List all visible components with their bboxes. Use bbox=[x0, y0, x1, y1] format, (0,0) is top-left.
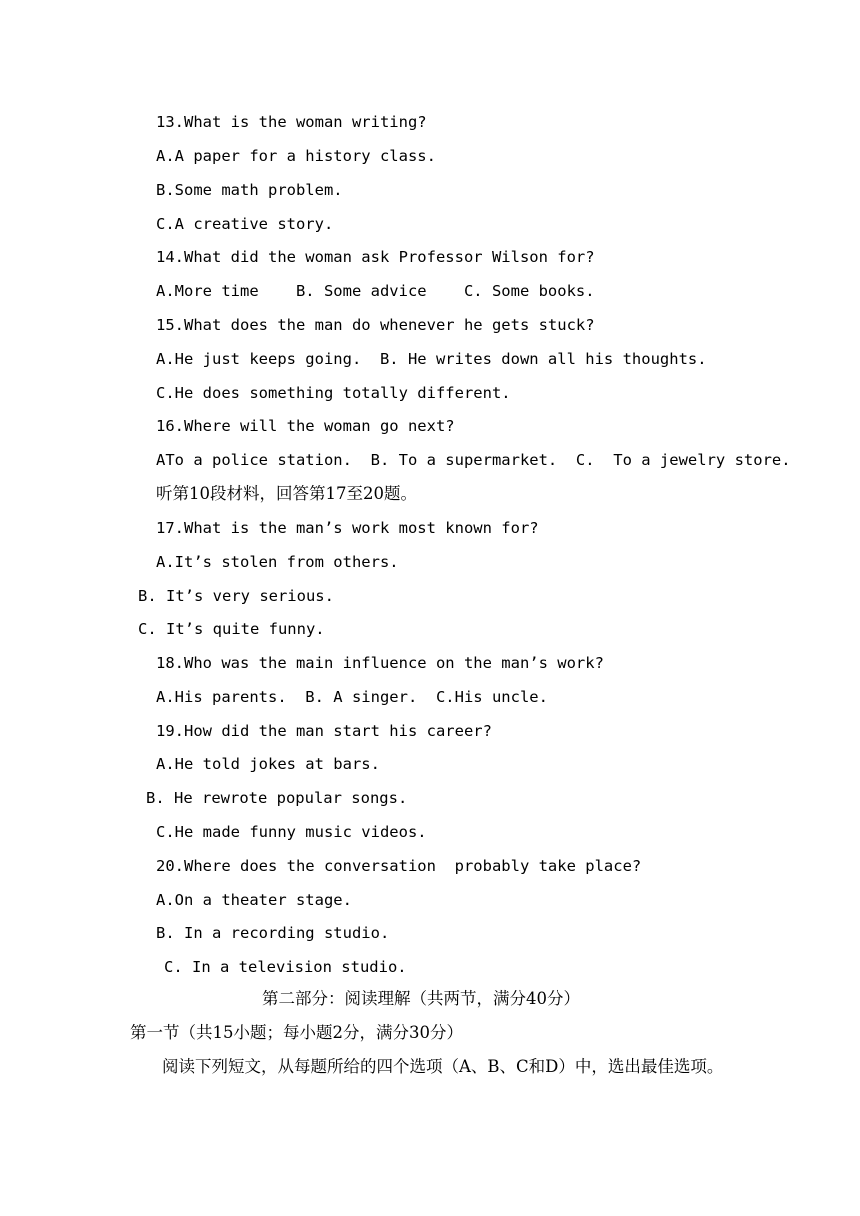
question-19-option-b: B. He rewrote popular songs. bbox=[146, 789, 408, 807]
question-18-options: A.His parents. B. A singer. C.His uncle. bbox=[156, 688, 548, 706]
question-17-option-b: B. It’s very serious. bbox=[138, 587, 334, 605]
question-13: 13.What is the woman writing? bbox=[156, 113, 427, 131]
section-1-heading: 第一节（共15小题；每小题2分，满分30分） bbox=[130, 1023, 463, 1042]
question-13-option-a: A.A paper for a history class. bbox=[156, 147, 436, 165]
question-20: 20.Where does the conversation probably take place? bbox=[156, 857, 642, 875]
question-19-option-c: C.He made funny music videos. bbox=[156, 823, 427, 841]
question-15: 15.What does the man do whenever he gets stuck? bbox=[156, 316, 595, 334]
question-20-option-a: A.On a theater stage. bbox=[156, 891, 352, 909]
question-19: 19.How did the man start his career? bbox=[156, 722, 492, 740]
question-20-option-c: C. In a television studio. bbox=[164, 958, 407, 976]
question-20-option-b: B. In a recording studio. bbox=[156, 924, 390, 942]
question-17-option-c: C. It’s quite funny. bbox=[138, 620, 325, 638]
question-15-options-ab: A.He just keeps going. B. He writes down all his thoughts. bbox=[156, 350, 707, 368]
reading-instruction: 阅读下列短文，从每题所给的四个选项（A、B、C和D）中，选出最佳选项。 bbox=[162, 1057, 724, 1076]
question-14: 14.What did the woman ask Professor Wilson for? bbox=[156, 248, 595, 266]
question-19-option-a: A.He told jokes at bars. bbox=[156, 755, 380, 773]
section-10-instruction: 听第10段材料，回答第17至20题。 bbox=[156, 484, 417, 503]
question-17: 17.What is the man’s work most known for? bbox=[156, 519, 539, 537]
question-18: 18.Who was the main influence on the man’s work? bbox=[156, 654, 604, 672]
part-2-heading: 第二部分：阅读理解（共两节，满分40分） bbox=[262, 989, 580, 1008]
question-17-option-a: A.It’s stolen from others. bbox=[156, 553, 399, 571]
question-13-option-c: C.A creative story. bbox=[156, 215, 334, 233]
question-14-options: A.More time B. Some advice C. Some books. bbox=[156, 282, 595, 300]
question-15-option-c: C.He does something totally different. bbox=[156, 384, 511, 402]
question-16: 16.Where will the woman go next? bbox=[156, 417, 455, 435]
question-16-options: ATo a police station. B. To a supermarket. C. To a jewelry store. bbox=[156, 451, 791, 469]
question-13-option-b: B.Some math problem. bbox=[156, 181, 343, 199]
